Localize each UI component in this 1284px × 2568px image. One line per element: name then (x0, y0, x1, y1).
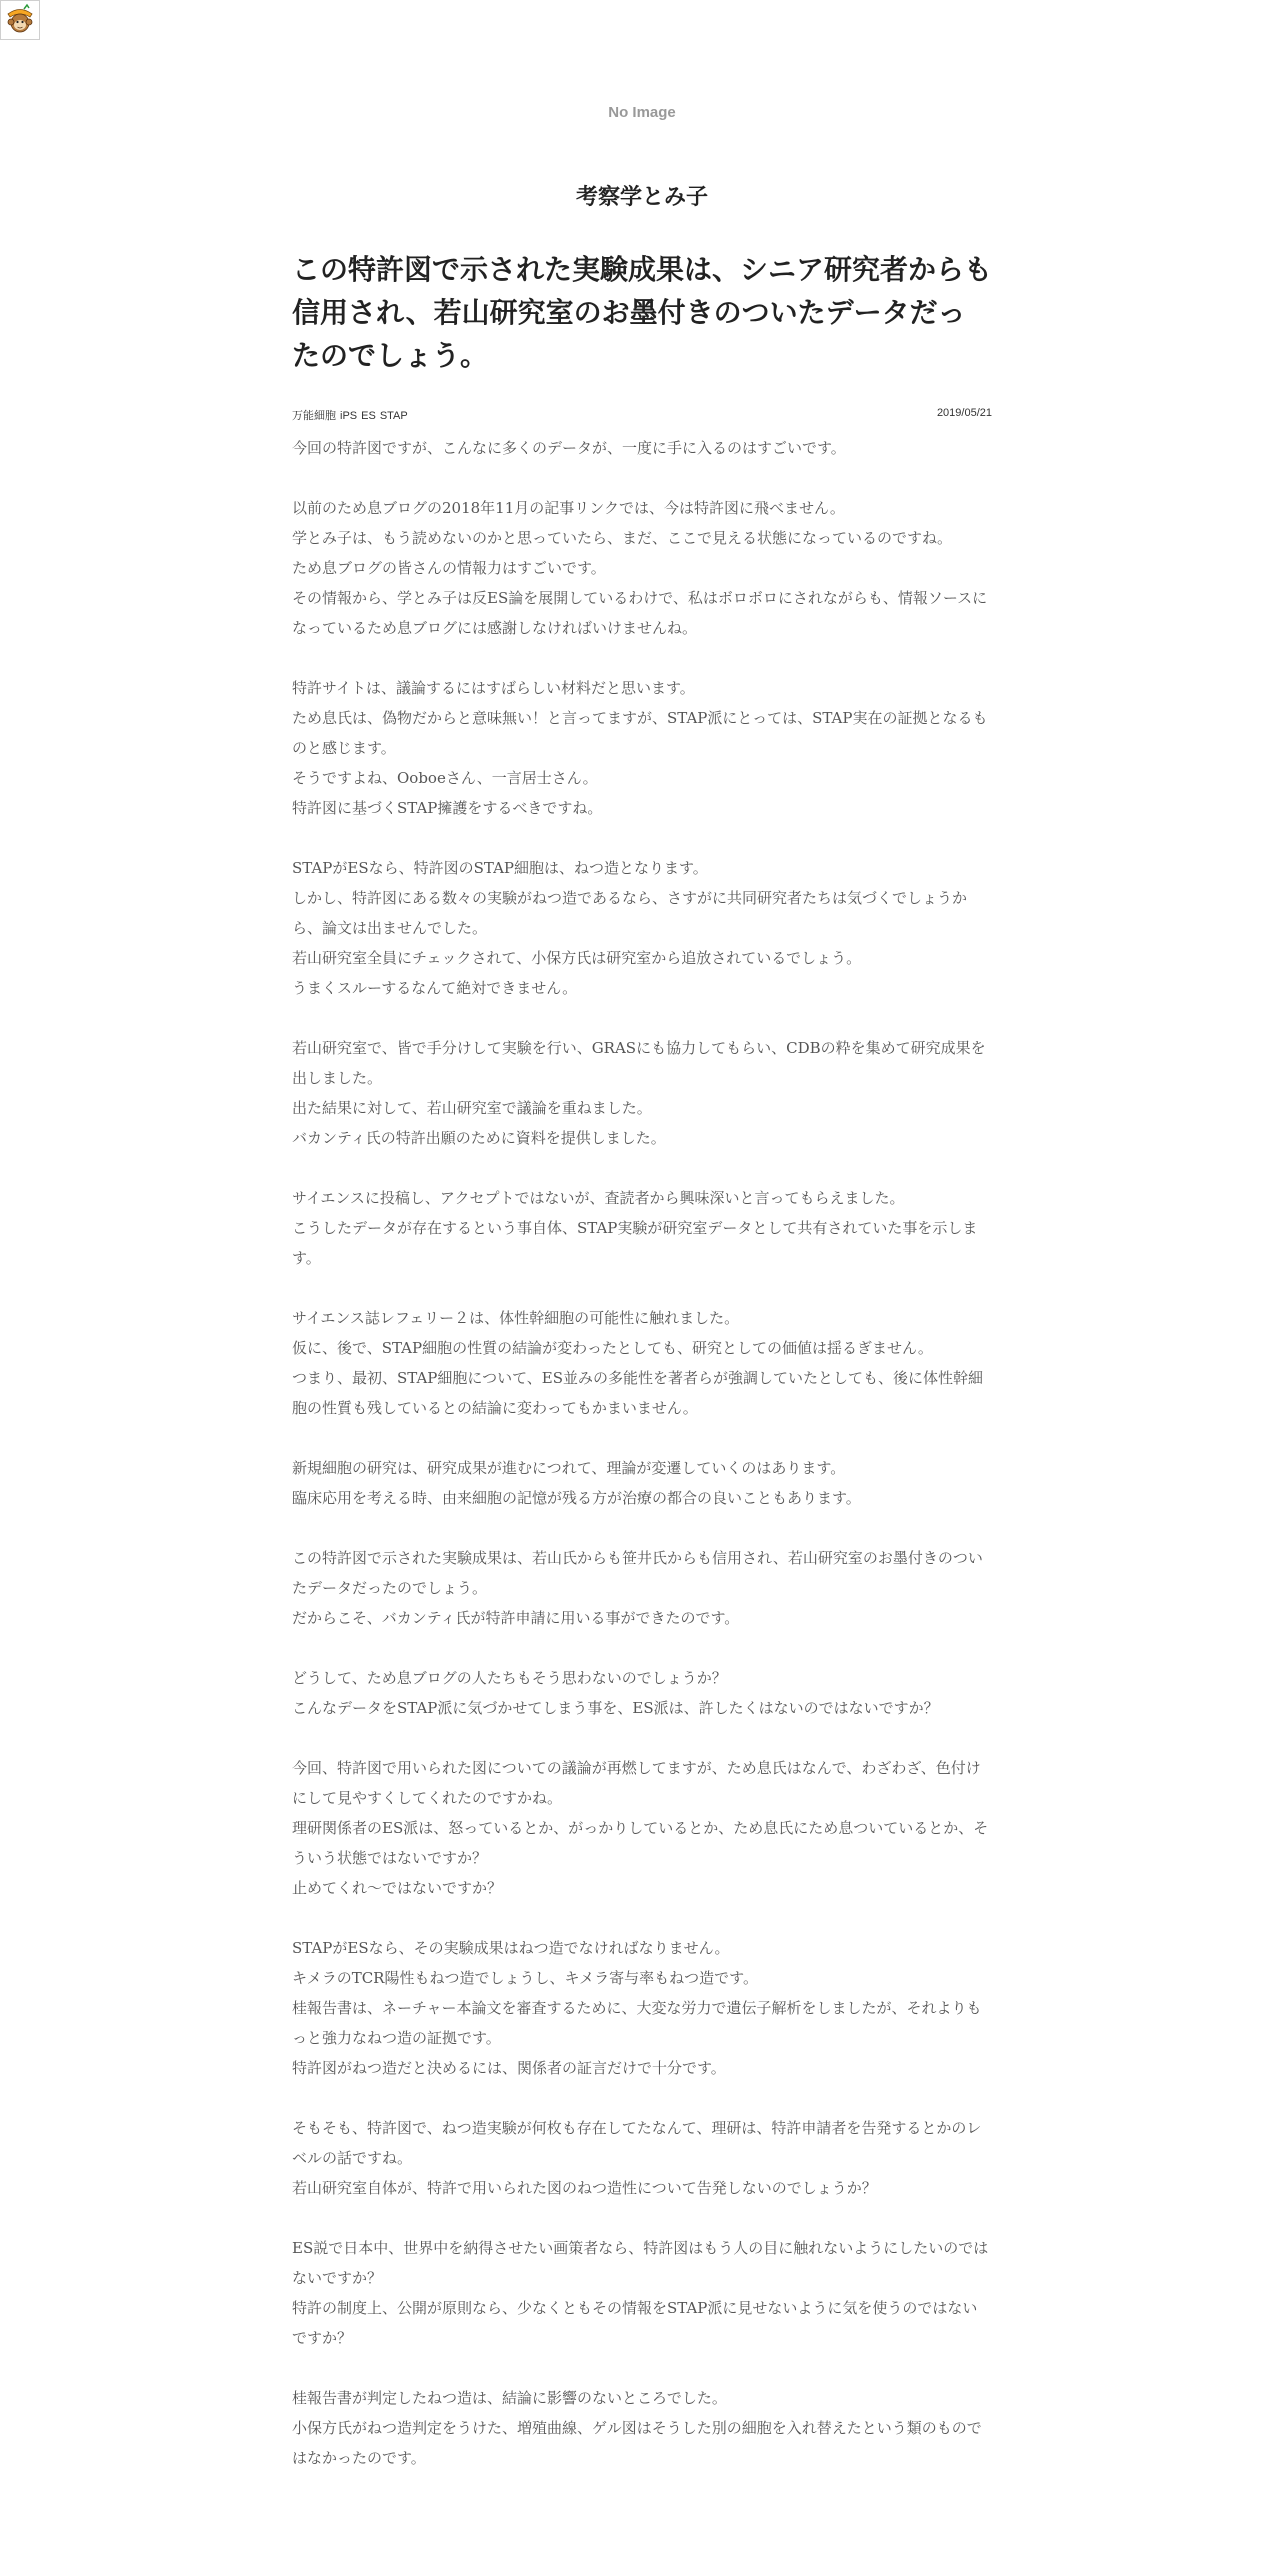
body-line: 若山研究室全員にチェックされて、小保方氏は研究室から追放されているでしょう。 (292, 949, 862, 967)
body-line: 特許図がねつ造だと決めるには、関係者の証言だけで十分です。 (292, 2059, 726, 2077)
body-paragraph (292, 2383, 992, 2473)
body-line: バカンティ氏の特許出願のために資料を提供しました。 (292, 1129, 666, 1147)
post-date: 2019/05/21 (936, 407, 992, 419)
article (292, 248, 992, 2503)
body-line: うまくスルーするなんて絶対できません。 (292, 979, 578, 997)
body-line: こうしたデータが存在するという事自体、STAP実験が研究室データとして共有されていた事を示します。 (292, 1219, 978, 1267)
body-line: STAPがESなら、特許図のSTAP細胞は、ねつ造となります。 (292, 859, 708, 877)
body-paragraph (292, 1543, 992, 1633)
body-line: キメラのTCR陽性もねつ造でしょうし、キメラ寄与率もねつ造です。 (292, 1969, 758, 1987)
body-paragraph (292, 673, 992, 823)
body-line: どうして、ため息ブログの人たちもそう思わないのでしょうか？ (292, 1669, 727, 1687)
body-paragraph (292, 433, 992, 463)
tag-link[interactable]: STAP (379, 410, 408, 422)
body-line: 理研関係者のES派は、怒っているとか、がっかりしているとか、ため息氏にため息ついているとか、そういう状態ではないですか？ (292, 1819, 989, 1867)
body-line: この特許図で示された実験成果は、若山氏からも笹井氏からも信用され、若山研究室のお墨付きのついたデータだったのでしょう。 (292, 1549, 983, 1597)
body-paragraph (292, 1453, 992, 1513)
body-line: 若山研究室で、皆で手分けして実験を行い、GRASにも協力してもらい、CDBの粋を集めて研究成果を出しました。 (292, 1039, 986, 1087)
body-line: 今回、特許図で用いられた図についての議論が再燃してますが、ため息氏はなんで、わざわざ、色付けにして見やすくしてくれたのですかね。 (292, 1759, 981, 1807)
body-line: 止めてくれ～ではないですか？ (292, 1879, 503, 1897)
body-line: 臨床応用を考える時、由来細胞の記憶が残る方が治療の都合の良いこともあります。 (292, 1489, 861, 1507)
body-paragraph (292, 493, 992, 643)
body-line: 出た結果に対して、若山研究室で議論を重ねました。 (292, 1099, 652, 1117)
body-paragraph (292, 1033, 992, 1153)
body-paragraph (292, 2233, 992, 2353)
body-paragraph (292, 1663, 992, 1723)
blog-name[interactable]: 考察学とみ子 (575, 185, 708, 210)
body-line: サイエンスに投稿し、アクセプトではないが、査読者から興味深いと言ってもらえました。 (292, 1189, 905, 1207)
tag-list (292, 407, 412, 423)
body-line: そうですよね、Ooboeさん、一言居士さん。 (292, 769, 598, 787)
body-paragraph (292, 1183, 992, 1273)
body-line: 若山研究室自体が、特許で用いられた図のねつ造性について告発しないのでしょうか？ (292, 2179, 877, 2197)
avatar[interactable] (0, 0, 40, 40)
article-title[interactable]: この特許図で示された実験成果は、シニア研究者からも信用され、若山研究室のお墨付きのついたデータだったのでしょう。 (292, 253, 993, 372)
body-line: しかし、特許図にある数々の実験がねつ造であるなら、さすがに共同研究者たちは気づくでしょうから、論文は出ませんでした。 (292, 889, 968, 937)
body-paragraph (292, 853, 992, 1003)
body-line: 学とみ子は、もう読めないのかと思っていたら、まだ、ここで見える状態になっているのですね。 (292, 529, 953, 547)
body-line: 仮に、後で、STAP細胞の性質の結論が変わったとしても、研究としての価値は揺るぎません。 (292, 1339, 933, 1357)
body-line: STAPがESなら、その実験成果はねつ造でなければなりません。 (292, 1939, 730, 1957)
body-line: 桂報告書が判定したねつ造は、結論に影響のないところでした。 (292, 2389, 727, 2407)
body-paragraph (292, 1303, 992, 1423)
body-line: 桂報告書は、ネーチャー本論文を審査するために、大変な労力で遺伝子解析をしましたが、それよりもっと強力なねつ造の証拠です。 (292, 1999, 982, 2047)
article-meta (292, 407, 992, 423)
body-line: そもそも、特許図で、ねつ造実験が何枚も存在してたなんて、理研は、特許申請者を告発するとかのレベルの話ですね。 (292, 2119, 982, 2167)
body-line: 小保方氏がねつ造判定をうけた、増殖曲線、ゲル図はそうした別の細胞を入れ替えたという類のものではなかったのです。 (292, 2419, 982, 2467)
body-paragraph (292, 2113, 992, 2203)
body-paragraph (292, 1933, 992, 2083)
body-line: 新規細胞の研究は、研究成果が進むにつれて、理論が変遷していくのはあります。 (292, 1459, 846, 1477)
article-body (292, 433, 992, 2473)
body-line: だからこそ、バカンティ氏が特許申請に用いる事ができたのです。 (292, 1609, 740, 1627)
tag-link[interactable]: ES (361, 410, 376, 422)
body-line: ため息氏は、偽物だからと意味無い！と言ってますが、STAP派にとっては、STAP実在の証拠となるものと感じます。 (292, 709, 988, 757)
body-line: ため息ブログの皆さんの情報力はすごいです。 (292, 559, 606, 577)
body-line: ES説で日本中、世界中を納得させたい画策者なら、特許図はもう人の目に触れないようにしたいのではないですか？ (292, 2239, 989, 2287)
monkey-mascot-icon (2, 2, 38, 38)
body-paragraph (292, 1753, 992, 1903)
tag-link[interactable]: 万能細胞 (292, 410, 336, 422)
body-line: 特許図に基づくSTAP擁護をするべきですね。 (292, 799, 603, 817)
body-line: 特許の制度上、公開が原則なら、少なくともその情報をSTAP派に見せないように気を使うのではないですか？ (292, 2299, 978, 2347)
body-line: こんなデータをSTAP派に気づかせてしまう事を、ES派は、許したくはないのではないですか？ (292, 1699, 939, 1717)
body-line: 特許サイトは、議論するにはすばらしい材料だと思います。 (292, 679, 695, 697)
tag-link[interactable]: iPS (340, 410, 358, 422)
body-line: 以前のため息ブログの2018年11月の記事リンクでは、今は特許図に飛べません。 (292, 499, 845, 517)
body-line: つまり、最初、STAP細胞について、ES並みの多能性を著者らが強調していたとしても、後に体性幹細胞の性質も残しているとの結論に変わってもかまいません。 (292, 1369, 984, 1417)
body-line: その情報から、学とみ子は反ES論を展開しているわけで、私はボロボロにされながらも、情報ソースになっているため息ブログには感謝しなければいけませんね。 (292, 589, 988, 637)
no-image-placeholder: No Image (608, 104, 676, 121)
body-line: 今回の特許図ですが、こんなに多くのデータが、一度に手に入るのはすごいです。 (292, 439, 846, 457)
body-line: サイエンス誌レフェリー２は、体性幹細胞の可能性に触れました。 (292, 1309, 740, 1327)
